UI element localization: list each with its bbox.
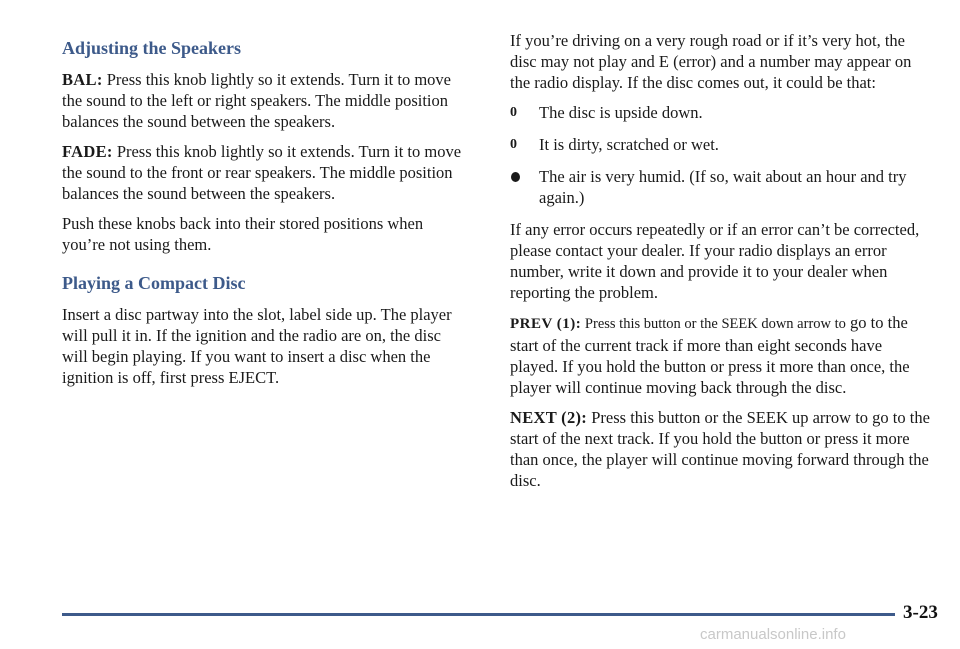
prev-term: PREV (1): [510, 316, 582, 332]
bal-term: BAL: [62, 70, 103, 89]
bal-paragraph [62, 69, 462, 132]
push-knobs-paragraph: Push these knobs back into their stored positions when you’re not using them. [62, 214, 424, 254]
right-column [510, 30, 930, 500]
list-item: The air is very humid. (If so, wait about an hour and try again.) [539, 167, 907, 207]
disc-problem-list [510, 102, 930, 208]
bullet-mark: 0 [510, 105, 517, 120]
list-item: 0 The disc is upside down. [510, 103, 703, 122]
next-term: NEXT (2): [510, 408, 588, 427]
left-column [62, 30, 462, 397]
bullet-mark: 0 [510, 137, 517, 152]
section-heading-adjusting-speakers: Adjusting the Speakers [62, 38, 242, 58]
footer-rule [62, 613, 895, 616]
rough-road-paragraph: If you’re driving on a very rough road or if it’s very hot, the disc may not play and E (error) and a number may appear on the radio display. If the disc comes out, it could be that: [510, 31, 912, 92]
next-text: Press this button or the SEEK up arrow to go to the start of the next track. If you hold the button or press it more than once, the player will continue moving forward through the disc. [510, 408, 930, 490]
section-heading-playing-cd: Playing a Compact Disc [62, 273, 246, 293]
fade-text: Press this knob lightly so it extends. Turn it to move the sound to the front or rear speakers. The middle position balances the sound between the speakers. [62, 142, 462, 203]
fade-term: FADE: [62, 142, 113, 161]
watermark: carmanualsonline.info [700, 626, 846, 643]
next-paragraph [510, 407, 930, 491]
insert-disc-paragraph: Insert a disc partway into the slot, label side up. The player will pull it in. If the ignition and the radio are on, the disc will begin playing. If you want to insert a disc when the ignition is off, first press EJECT. [62, 305, 452, 387]
page-number: 3-23 [903, 602, 938, 623]
error-paragraph: If any error occurs repeatedly or if an error can’t be corrected, please contact your dealer. If your radio displays an error number, write it down and provide it to your dealer when reporting the problem. [510, 220, 920, 302]
fade-paragraph [62, 141, 462, 204]
prev-text: go to the start of the current track if more than eight seconds have played. If you hold the button or press it more than once, the player will continue moving back through the disc. [510, 313, 910, 397]
bal-text: Press this knob lightly so it extends. Turn it to move the sound to the left or right speakers. The middle position balances the sound between the speakers. [62, 70, 451, 131]
list-item: 0 It is dirty, scratched or wet. [510, 135, 719, 154]
prev-text-small: Press this button or the SEEK down arrow to [581, 316, 846, 332]
prev-paragraph [510, 312, 930, 398]
